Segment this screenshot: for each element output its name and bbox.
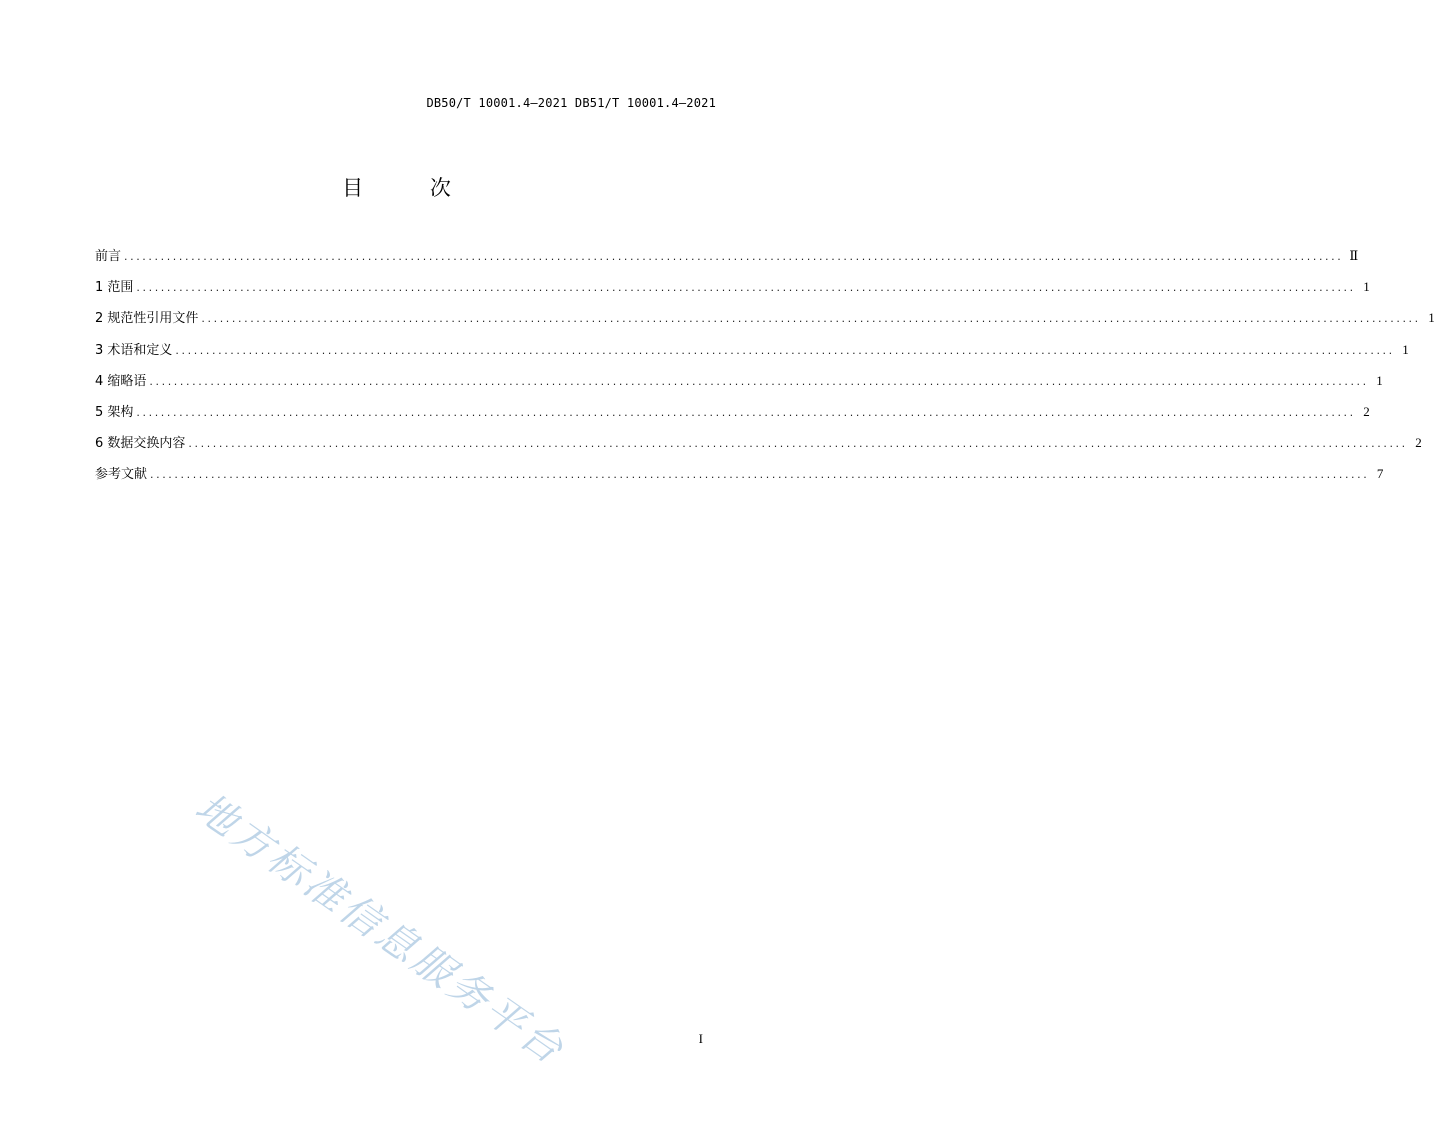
toc-entry-label: 规范性引用文件 bbox=[107, 311, 199, 327]
toc-entry-bibliography[interactable] bbox=[95, 463, 1384, 494]
dot-leader: ........................................................................................................................................................................................................ bbox=[136, 281, 1356, 295]
toc-entry-label: 架构 bbox=[107, 404, 134, 420]
toc-entry-page: 1 bbox=[1363, 279, 1370, 295]
table-of-contents bbox=[95, 245, 1435, 495]
toc-entry-number: 3 bbox=[95, 342, 108, 358]
toc-entry-abbreviations[interactable] bbox=[95, 370, 1383, 401]
toc-entry-scope[interactable] bbox=[95, 276, 1370, 307]
toc-entry-number: 4 bbox=[95, 373, 108, 389]
dot-leader: ........................................................................................................................................................................................................ bbox=[175, 343, 1395, 357]
toc-entry-data-exchange-content[interactable] bbox=[95, 432, 1422, 463]
toc-entry-label: 前言 bbox=[95, 249, 122, 264]
toc-entry-page: 7 bbox=[1376, 466, 1384, 482]
toc-entry-normative-references[interactable] bbox=[95, 307, 1435, 338]
dot-leader: ........................................................................................................................................................................................................ bbox=[188, 437, 1408, 451]
dot-leader: ........................................................................................................................................................................................................ bbox=[149, 374, 1369, 388]
toc-entry-terms-definitions[interactable] bbox=[95, 339, 1409, 370]
toc-entry-page: 2 bbox=[1415, 435, 1422, 451]
toc-entry-foreword[interactable] bbox=[95, 245, 1359, 276]
toc-entry-page: 1 bbox=[1402, 341, 1409, 357]
toc-entry-architecture[interactable] bbox=[95, 401, 1370, 432]
toc-entry-page: 1 bbox=[1376, 372, 1383, 388]
toc-title: 目 次 bbox=[342, 176, 481, 200]
dot-leader: ........................................................................................................................................................................................................ bbox=[150, 468, 1370, 482]
toc-entry-label: 参考文献 bbox=[95, 467, 148, 483]
toc-entry-number: 5 bbox=[95, 404, 108, 420]
toc-entry-label: 数据交换内容 bbox=[107, 436, 186, 452]
toc-entry-page: Ⅱ bbox=[1349, 248, 1359, 263]
dot-leader: ........................................................................................................................................................................................................ bbox=[201, 312, 1421, 326]
document-number: DB50/T 10001.4—2021 DB51/T 10001.4—2021 bbox=[426, 96, 716, 110]
toc-entry-number: 6 bbox=[95, 436, 108, 452]
page-number: I bbox=[698, 1031, 703, 1046]
toc-entry-page: 2 bbox=[1363, 403, 1370, 419]
dot-leader: ........................................................................................................................................................................................................ bbox=[124, 250, 1344, 263]
toc-entry-label: 缩略语 bbox=[107, 373, 147, 389]
toc-entry-number: 2 bbox=[95, 311, 108, 327]
toc-entry-number: 1 bbox=[95, 280, 108, 296]
toc-entry-label: 范围 bbox=[107, 280, 134, 296]
toc-entry-label: 术语和定义 bbox=[107, 342, 173, 358]
toc-entry-page: 1 bbox=[1428, 310, 1435, 326]
dot-leader: ........................................................................................................................................................................................................ bbox=[136, 405, 1356, 419]
watermark: 地方标准信息服务平台 bbox=[186, 784, 574, 1075]
